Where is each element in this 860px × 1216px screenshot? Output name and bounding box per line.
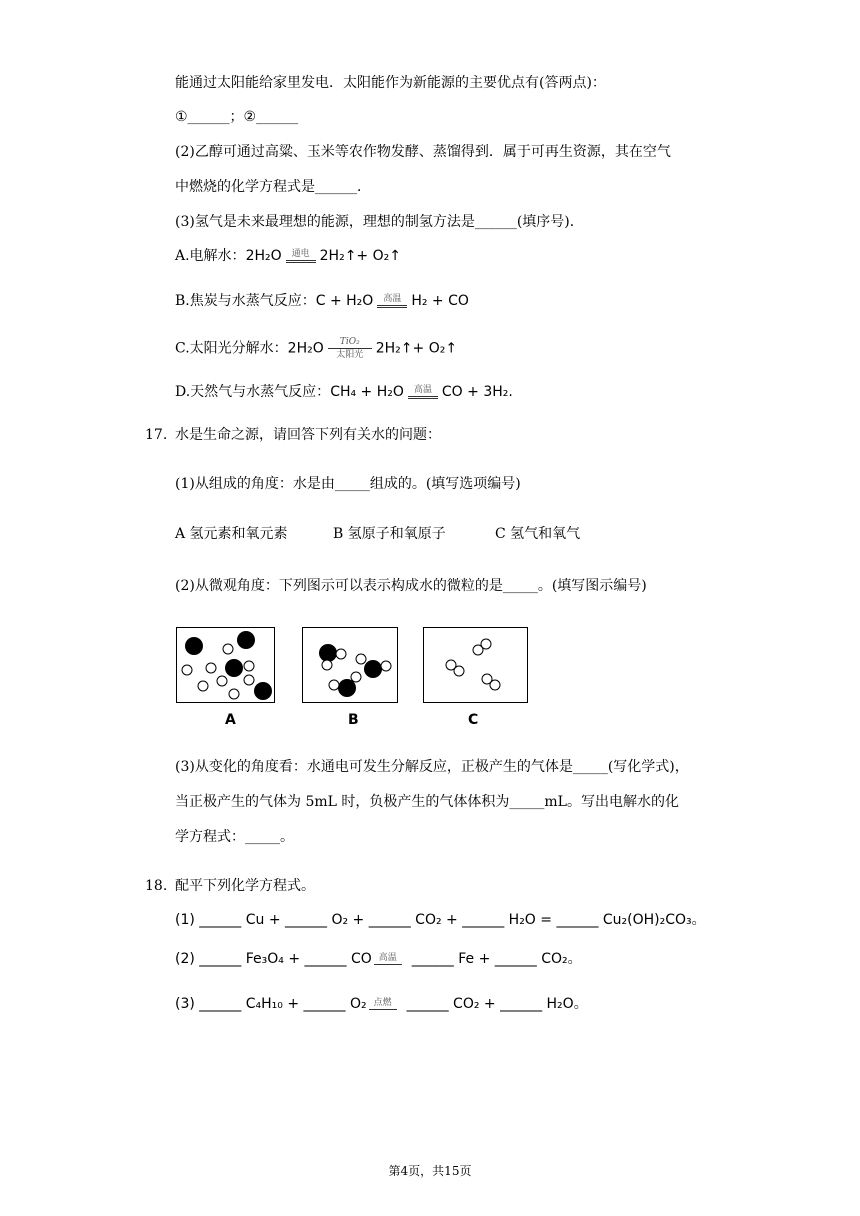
- figure-b-particles: [303, 628, 397, 702]
- q16-option-c-condition: TiO₂ 太阳光: [328, 337, 372, 360]
- q18-stem: 配平下列化学方程式。: [175, 878, 315, 894]
- q16-option-a-prefix: A.电解水：: [175, 248, 246, 264]
- q16-p2-line1: (2)乙醇可通过高粱、玉米等农作物发酵、蒸馏得到．属于可再生资源，其在空气: [175, 144, 671, 160]
- q16-option-b-prefix: B.焦炭与水蒸气反应：: [175, 293, 316, 309]
- q16-p3: (3)氢气是未来最理想的能源，理想的制氢方法是______(填序号)．: [175, 214, 584, 230]
- q16-option-d-right: CO + 3H₂.: [441, 384, 513, 400]
- q18-equation-3-condition: 点燃: [369, 998, 397, 1011]
- q16-option-d-condition: 高温: [408, 385, 438, 400]
- q17-part3-line3: 学方程式：_____。: [175, 829, 294, 845]
- q16-option-d-prefix: D.天然气与水蒸气反应：: [175, 384, 331, 400]
- q16-option-b-right: H₂ + CO: [411, 293, 469, 309]
- q17-option-c: C 氢气和氧气: [495, 526, 581, 542]
- q16-option-a: [175, 246, 401, 266]
- figure-a-box: [176, 627, 275, 703]
- q18-equation-3-left: (3) ______ C₄H₁₀ + ______ O₂: [175, 996, 367, 1012]
- q17-part1: (1)从组成的角度：水是由_____组成的。(填写选项编号): [175, 476, 521, 492]
- q17-option-b: B 氢原子和氧原子: [333, 526, 446, 542]
- q18-equation-2-condition: 高温: [374, 953, 402, 966]
- q16-line2: ①______；②______: [175, 109, 299, 125]
- q16-option-c-right: 2H₂↑+ O₂↑: [375, 340, 458, 357]
- q16-option-a-condition: 通电: [286, 249, 316, 264]
- q17-part2: (2)从微观角度：下列图示可以表示构成水的微粒的是_____。(填写图示编号): [175, 578, 647, 594]
- q16-p2-line2: 中燃烧的化学方程式是______．: [175, 179, 371, 195]
- figure-c-box: [423, 627, 528, 703]
- q18-equation-2: [175, 949, 582, 969]
- q16-option-a-right: 2H₂↑+ O₂↑: [319, 248, 401, 264]
- figure-a-particles: [177, 628, 274, 702]
- q18-equation-1: (1) ______ Cu + ______ O₂ + ______ CO₂ + ______ H₂O = ______ Cu₂(OH)₂CO₃。: [175, 912, 706, 928]
- q17-part3-line2: 当正极产生的气体为 5mL 时，负极产生的气体体积为_____mL。写出电解水的化: [175, 794, 679, 810]
- q17-part3-line1: (3)从变化的角度看：水通电可发生分解反应，正极产生的气体是_____(写化学式)，: [175, 759, 689, 775]
- q18-equation-3-right: ______ CO₂ + ______ H₂O。: [406, 996, 588, 1012]
- q18-equation-2-right: ______ Fe + ______ CO₂。: [411, 951, 582, 967]
- q16-option-c-prefix: C.太阳光分解水：: [175, 340, 288, 357]
- q18-equation-2-left: (2) ______ Fe₃O₄ + ______ CO: [175, 951, 372, 967]
- q16-option-d-left: CH₄ + H₂O: [330, 384, 404, 400]
- page-footer: 第4页，共15页: [388, 1164, 472, 1178]
- q16-option-d: [175, 382, 513, 402]
- q18-equation-3: [175, 994, 588, 1014]
- q16-line1: 能通过太阳能给家里发电．太阳能作为新能源的主要优点有(答两点)：: [175, 75, 606, 91]
- q18-number: 18.: [145, 878, 168, 894]
- q16-option-a-left: 2H₂O: [245, 248, 282, 264]
- q17-stem: 水是生命之源，请回答下列有关水的问题：: [175, 427, 441, 443]
- q16-option-b: [175, 291, 469, 311]
- q16-option-c-left: 2H₂O: [287, 340, 324, 357]
- q17-option-a: A 氢元素和氧元素: [175, 526, 288, 542]
- q16-option-c: [175, 337, 457, 360]
- figure-c-particles: [424, 628, 527, 702]
- q16-option-b-condition: 高温: [377, 294, 407, 309]
- figure-c-label: C: [468, 712, 479, 728]
- figure-a-label: A: [225, 712, 236, 728]
- figure-b-label: B: [348, 712, 359, 728]
- q17-number: 17.: [145, 427, 168, 443]
- figure-b-box: [302, 627, 398, 703]
- q16-option-b-left: C + H₂O: [315, 293, 374, 309]
